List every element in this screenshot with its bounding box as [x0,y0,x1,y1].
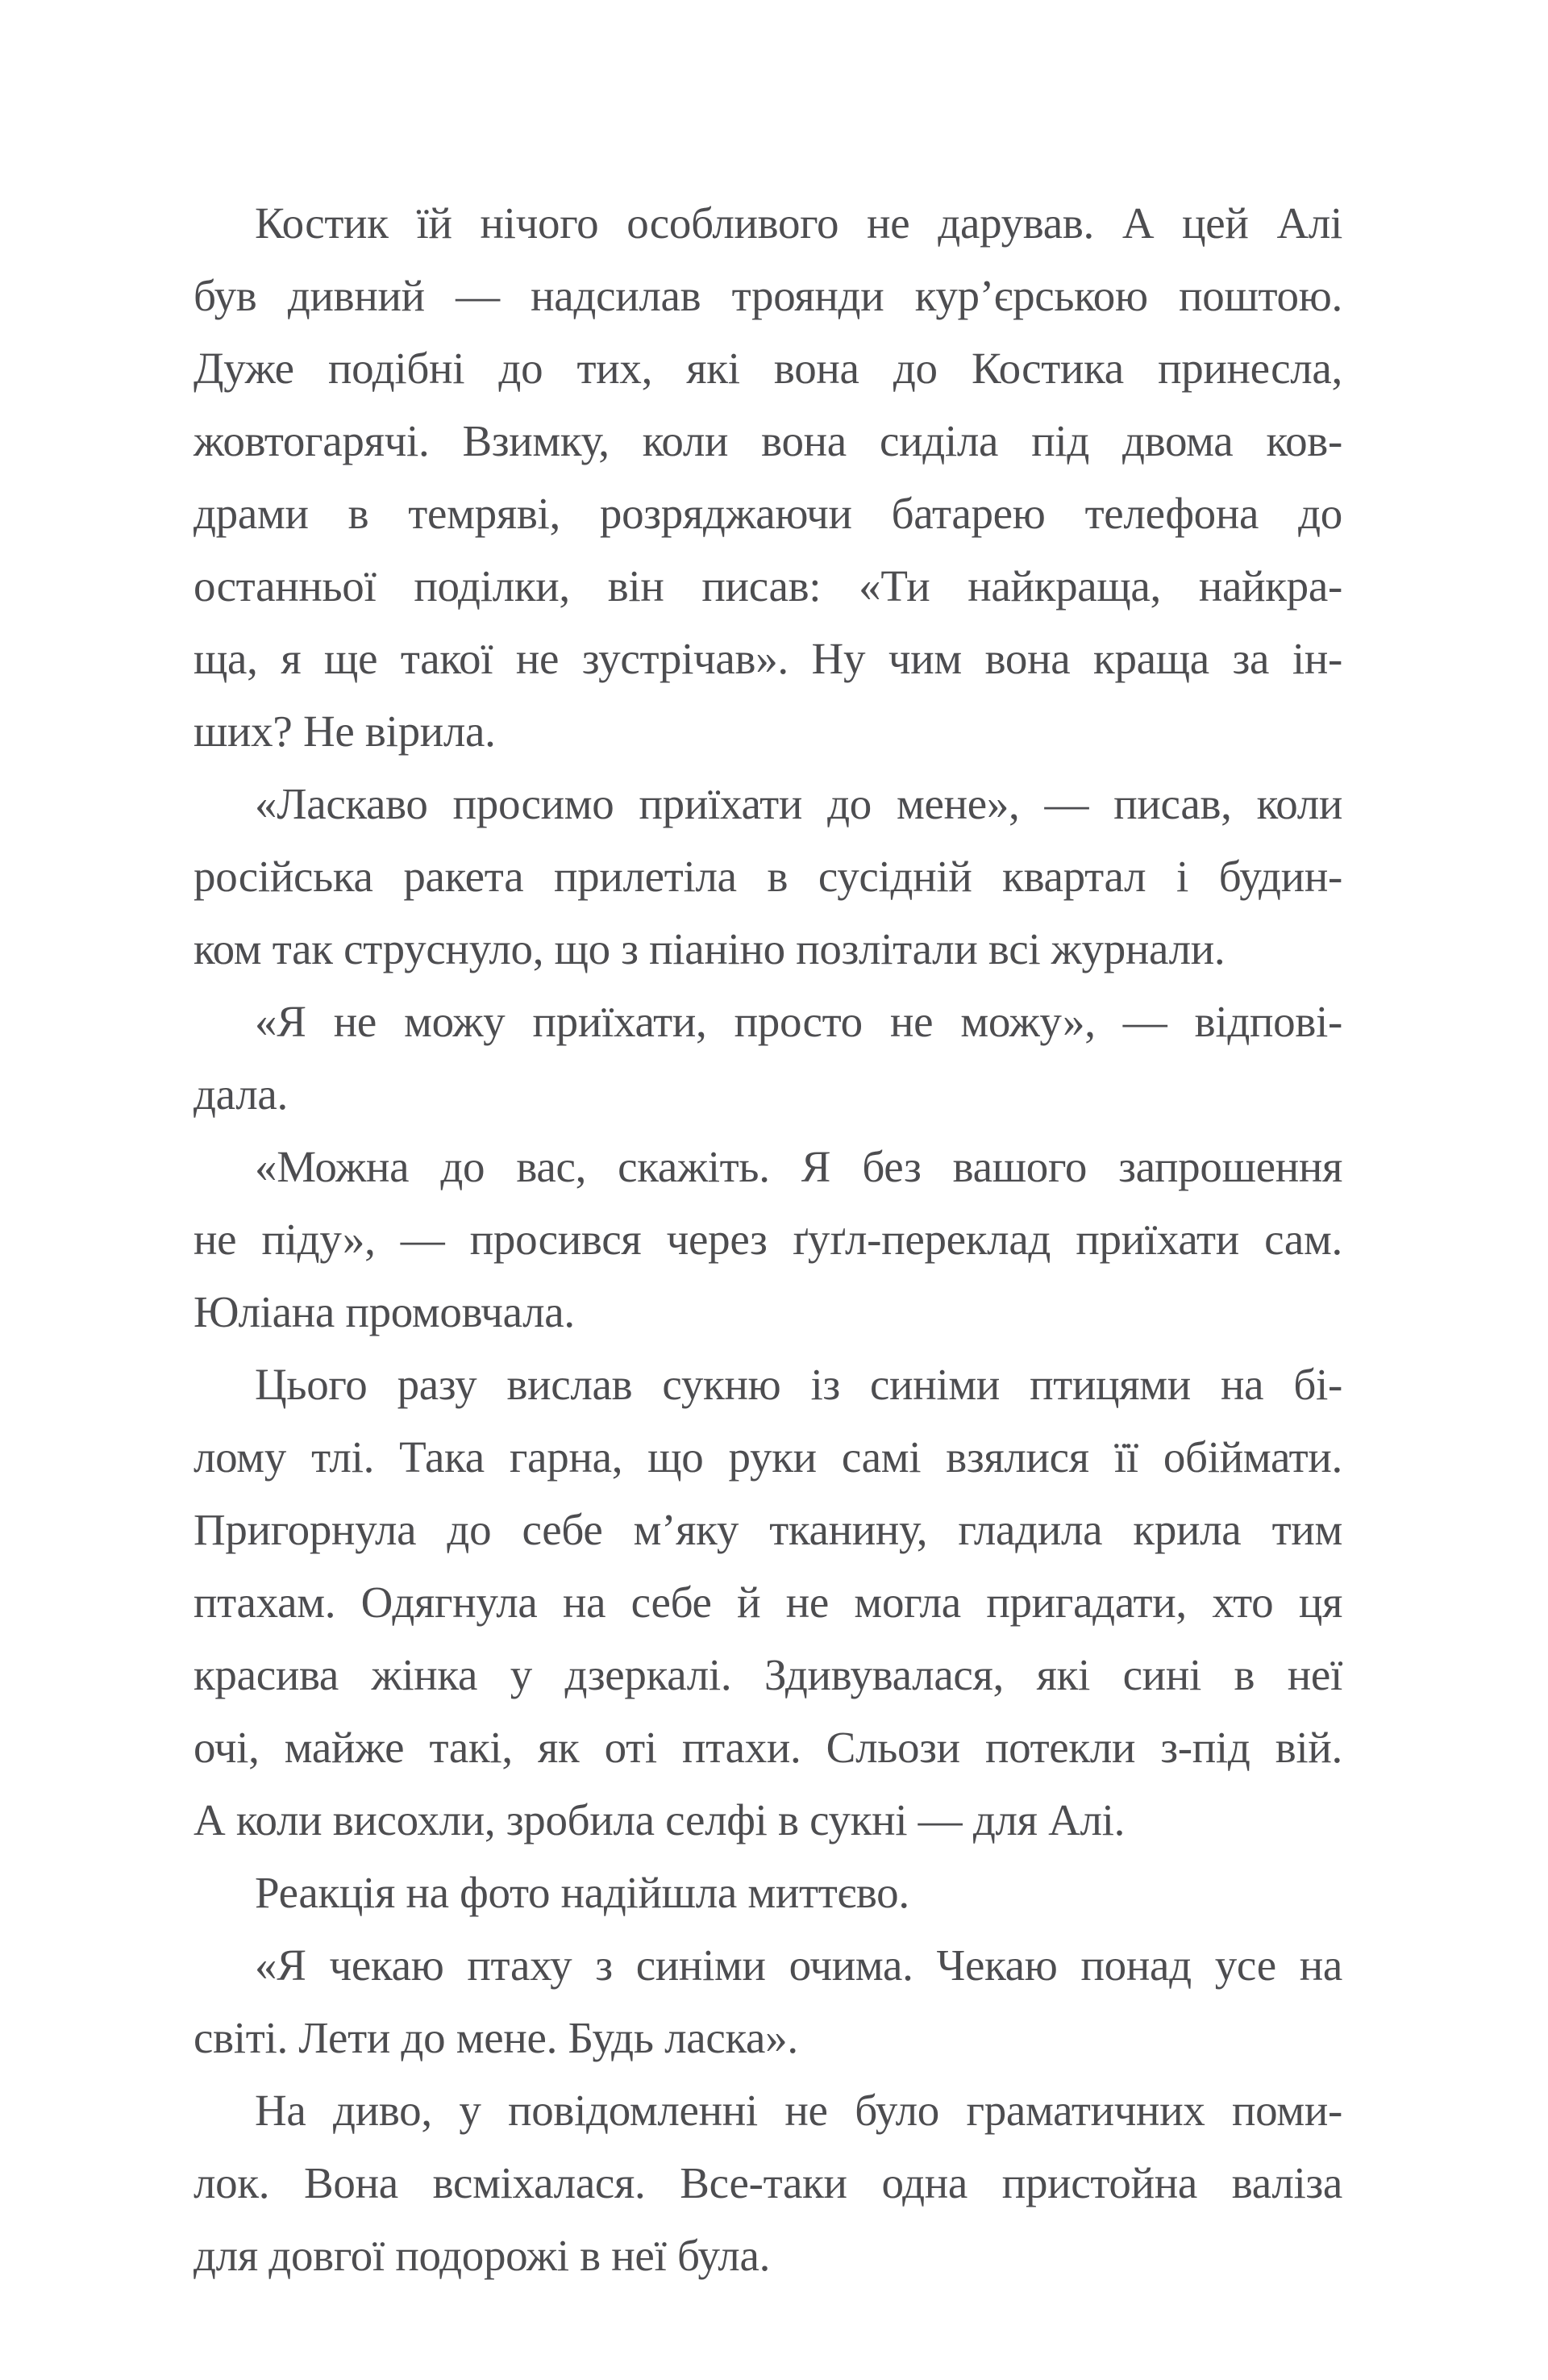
text-line: Реакція на фото надійшла миттєво. [255,1868,909,1917]
text-line: птахам. Одягнула на себе й не могла пригадати, хто ця [194,1578,1342,1627]
book-page-text [194,187,1342,2292]
text-line: світі. Лети до мене. Будь ласка». [194,2013,798,2062]
text-line: лок. Вона всміхалася. Все-таки одна пристойна валіза [194,2158,1342,2207]
paragraph [194,2074,1342,2292]
text-line: Костик їй нічого особливого не дарував. А цей Алі [255,198,1342,248]
text-line: Юліана промовчала. [194,1287,575,1336]
paragraph [194,1131,1342,1348]
text-line: не піду», — просився через ґуґл-переклад приїхати сам. [194,1215,1342,1264]
paragraph [194,768,1342,986]
text-line: ших? Не вірила. [194,706,496,756]
paragraph [194,1857,1342,1929]
text-line: «Я не можу приїхати, просто не можу», — відпові- [255,997,1342,1046]
text-line: жовтогарячі. Взимку, коли вона сиділа під двома ков- [194,416,1342,465]
text-line: На диво, у повідомленні не було граматичних поми- [255,2086,1342,2135]
text-line: красива жінка у дзеркалі. Здивувалася, які сині в неї [194,1650,1342,1699]
text-line: для довгої подорожі в неї була. [194,2231,771,2280]
text-line: очі, майже такі, як оті птахи. Сльози потекли з-під вій. [194,1723,1342,1772]
text-line: Пригорнула до себе м’яку тканину, гладила крила тим [194,1505,1342,1554]
paragraph [194,1348,1342,1857]
text-line: був дивний — надсилав троянди кур’єрською поштою. [194,271,1342,320]
text-line: лому тлі. Така гарна, що руки самі взялися її обіймати. [194,1432,1342,1482]
text-line: ком так струснуло, що з піаніно позлітали всі журнали. [194,924,1226,973]
text-line: А коли висохли, зробила селфі в сукні — для Алі. [194,1795,1126,1844]
text-line: останньої поділки, він писав: «Ти найкраща, найкра- [194,561,1342,611]
text-line: Цього разу вислав сукню із синіми птицями на бі- [255,1360,1342,1409]
paragraph [194,986,1342,1131]
text-line: ща, я ще такої не зустрічав». Ну чим вона краща за ін- [194,634,1342,683]
text-line: «Я чекаю птаху з синіми очима. Чекаю понад усе на [255,1940,1342,1990]
text-line: російська ракета прилетіла в сусідній квартал і будин- [194,852,1342,901]
text-line: драми в темряві, розряджаючи батарею телефона до [194,489,1342,538]
text-line: дала. [194,1069,288,1119]
text-line: «Ласкаво просимо приїхати до мене», — писав, коли [255,779,1342,828]
text-line: Дуже подібні до тих, які вона до Костика принесла, [194,344,1342,393]
paragraph [194,1929,1342,2074]
text-line: «Можна до вас, скажіть. Я без вашого запрошення [255,1142,1342,1191]
paragraph [194,187,1342,768]
